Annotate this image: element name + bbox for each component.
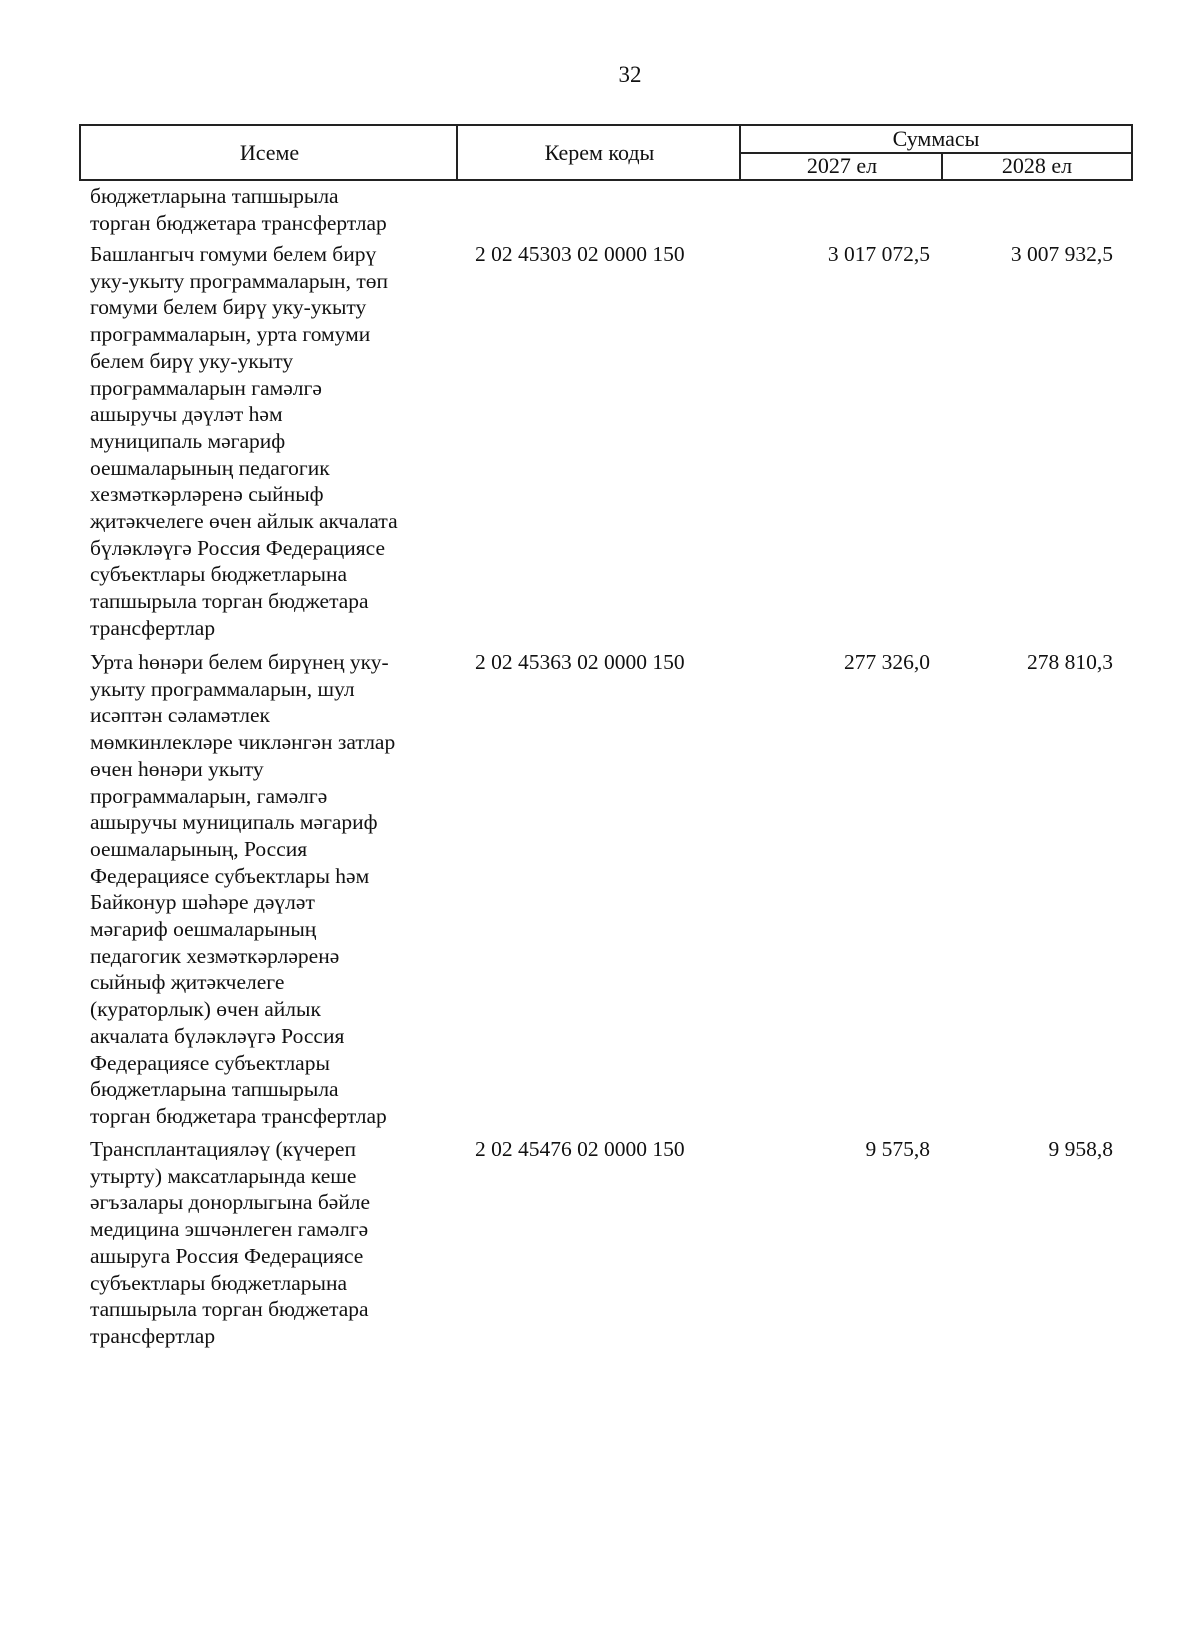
row-code: 2 02 45476 02 0000 150	[475, 1137, 685, 1161]
row-value-2027: 9 575,8	[865, 1137, 930, 1161]
row-code: 2 02 45363 02 0000 150	[475, 650, 685, 674]
row-value-2028: 278 810,3	[1027, 650, 1113, 674]
header-year-2028: 2028 ел	[941, 152, 1133, 181]
row-code: 2 02 45303 02 0000 150	[475, 242, 685, 266]
header-name: Исеме	[79, 124, 458, 181]
header-code: Керем коды	[456, 124, 741, 181]
row-name: бюджетларына тапшырыла торган бюджетара трансфертлар	[90, 184, 387, 235]
header-sums: Суммасы	[739, 124, 1133, 154]
row-value-2027: 3 017 072,5	[827, 242, 930, 266]
table-header	[79, 124, 1133, 181]
header-year-2027: 2027 ел	[739, 152, 943, 181]
row-name: Башлангыч гомуми белем бирү уку-укыту программаларын, төп гомуми белем бирү уку-укыту программаларын, урта гомуми белем бирү уку-укыту программаларын гамәлгә ашыручы дәүләт һәм муниципаль мәгариф оешмаларының педагогик хезмәткәрләренә сыйныф җитәкчелеге өчен айлык акчалата бүләкләүгә Россия Федерациясе субъектлары бюджетларына тапшырыла торган бюджетара трансфертлар	[90, 242, 398, 640]
row-value-2028: 9 958,8	[1048, 1137, 1113, 1161]
row-value-2027: 277 326,0	[844, 650, 930, 674]
row-name: Урта һөнәри белем бирүнең уку- укыту программаларын, шул исәптән сәламәтлек мөмкинлекләре чикләнгән затлар өчен һөнәри укыту программаларын, гамәлгә ашыручы муниципаль мәгариф оешмаларының, Россия Федерациясе субъектлары һәм Байконур шәһәре дәүләт мәгариф оешмаларының педагогик хезмәткәрләренә сыйныф җитәкчелеге (кураторлык) өчен айлык акчалата бүләкләүгә Россия Федерациясе субъектлары бюджетларына тапшырыла торган бюджетара трансфертлар	[90, 650, 396, 1128]
row-value-2028: 3 007 932,5	[1010, 242, 1113, 266]
row-name: Трансплантацияләү (күчереп утырту) максатларында кеше әгъзалары донорлыгына бәйле медицина эшчәнлеген гамәлгә ашыруга Россия Федерациясе субъектлары бюджетларына тапшырыла торган бюджетара трансфертлар	[90, 1137, 371, 1348]
page-number: 32	[618, 62, 642, 87]
